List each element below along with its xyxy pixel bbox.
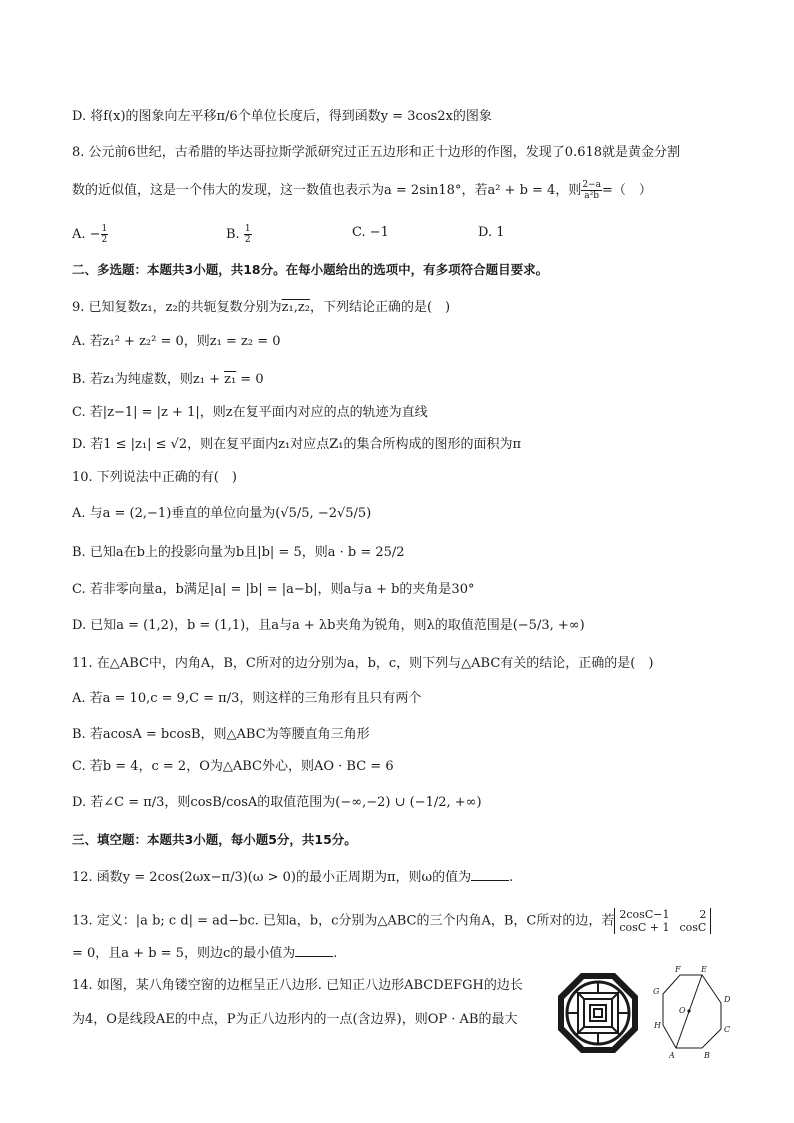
q7-option-d: D. 将f(x)的图象向左平移π/6个单位长度后，得到函数y = 3cos2x的图象	[72, 109, 492, 124]
q11-stem: 11. 在△ABC中，内角A，B，C所对的边分别为a，b，c，则下列与△ABC有关的结论，正确的是( )	[72, 656, 654, 671]
q8-text-a: 数的近似值，这是一个伟大的发现，这一数值也表示为	[72, 183, 385, 198]
section-3-heading: 三、填空题：本题共3小题，每小题5分，共15分。	[72, 832, 357, 847]
q10-option-d: D. 已知a = (1,2)，b = (1,1)，且a与a + λb夹角为锐角，则λ的取值范围是(−5/3, +∞)	[72, 618, 585, 633]
q8-stem-line2	[72, 180, 652, 201]
q8-text-b: a = 2sin18°	[384, 183, 462, 198]
q10-stem: 10. 下列说法中正确的有( )	[72, 470, 237, 485]
q13-line1: 13. 定义：|a b; c d| = ad−bc. 已知a，b，c分别为△ABC的三个内角A，B，C所对的边，若 2cosC−1 2 cosC + 1 cosC	[72, 908, 711, 934]
octagon-label-f: F	[675, 965, 681, 974]
q9-option-b: B. 若z₁为纯虚数，则z₁ + z₁ = 0	[72, 372, 264, 387]
octagon-label-a: A	[669, 1051, 675, 1060]
lattice-window-figure	[557, 972, 639, 1054]
octagon-label-c: C	[724, 1025, 731, 1034]
q14-line1: 14. 如图，某八角镂空窗的边框呈正八边形. 已知正八边形ABCDEFGH的边长	[72, 978, 523, 993]
octagon-figure	[645, 963, 745, 1063]
q13-determinant: 2cosC−1 2 cosC + 1 cosC	[614, 908, 711, 934]
octagon-label-o: O	[679, 1006, 686, 1015]
q10-option-c: C. 若非零向量a，b满足|a| = |b| = |a−b|，则a与a + b的夹角是30°	[72, 582, 475, 597]
q14-line2: 为4，O是线段AE的中点，P为正八边形内的一点(含边界)，则OP · AB的最大	[72, 1012, 518, 1027]
octagon-label-d: D	[724, 995, 731, 1004]
q11-option-b: B. 若acosA = bcosB，则△ABC为等腰直角三角形	[72, 727, 370, 742]
q9-option-c: C. 若|z−1| = |z + 1|，则z在复平面内对应的点的轨迹为直线	[72, 405, 428, 420]
q8-option-d: D. 1	[478, 225, 505, 240]
q8-text-c: ，若a² + b = 4，则	[461, 183, 582, 198]
q8-stem-line1: 8. 公元前6世纪，古希腊的毕达哥拉斯学派研究过正五边形和正十边形的作图，发现了0.618就是黄金分割	[72, 145, 681, 160]
section-2-heading: 二、多选题：本题共3小题，共18分。在每小题给出的选项中，有多项符合题目要求。	[72, 262, 549, 277]
q8-option-c: C. −1	[352, 225, 389, 240]
octagon-label-h: H	[654, 1021, 661, 1030]
octagon-label-e: E	[701, 965, 707, 974]
q8-option-a: A. − $\frac{1}{2}$	[72, 224, 108, 245]
octagon-label-b: B	[704, 1051, 710, 1060]
q13-answer-blank[interactable]	[295, 944, 333, 957]
q10-option-a: A. 与a = (2,−1)垂直的单位向量为(√5/5, −2√5/5)	[72, 506, 372, 521]
q9-stem: 9. 已知复数z₁，z₂的共轭复数分别为z₁,z₂，下列结论正确的是( )	[72, 300, 451, 315]
q10-option-b: B. 已知a在b上的投影向量为b且|b| = 5，则a · b = 25/2	[72, 545, 405, 560]
q8-fraction	[581, 180, 602, 201]
q11-option-a: A. 若a = 10,c = 9,C = π/3，则这样的三角形有且只有两个	[72, 691, 422, 706]
q9-option-a: A. 若z₁² + z₂² = 0，则z₁ = z₂ = 0	[72, 334, 281, 349]
q9-conjugates: z₁,z₂	[281, 300, 310, 315]
q8-frac-num: 2−a	[582, 180, 601, 190]
q12-stem: 12. 函数y = 2cos(2ωx−π/3)(ω > 0)的最小正周期为π，则ω的值为 .	[72, 870, 514, 885]
q8-option-b: B. $\frac{1}{2}$	[226, 224, 251, 245]
q13-line2: = 0，且a + b = 5，则边c的最小值为 .	[72, 946, 338, 961]
q11-option-c: C. 若b = 4，c = 2，O为△ABC外心，则AO · BC = 6	[72, 759, 394, 774]
q11-option-d: D. 若∠C = π/3，则cosB/cosA的取值范围为(−∞,−2) ∪ (−1/2, +∞)	[72, 795, 482, 810]
q9-option-d: D. 若1 ≤ |z₁| ≤ √2，则在复平面内z₁对应点Z₁的集合所构成的图形的面积为π	[72, 437, 522, 452]
octagon-label-g: G	[653, 987, 660, 996]
q12-answer-blank[interactable]	[471, 868, 509, 881]
q8-text-d: =（ ）	[601, 183, 652, 198]
q8-frac-den: a²b	[584, 191, 600, 201]
